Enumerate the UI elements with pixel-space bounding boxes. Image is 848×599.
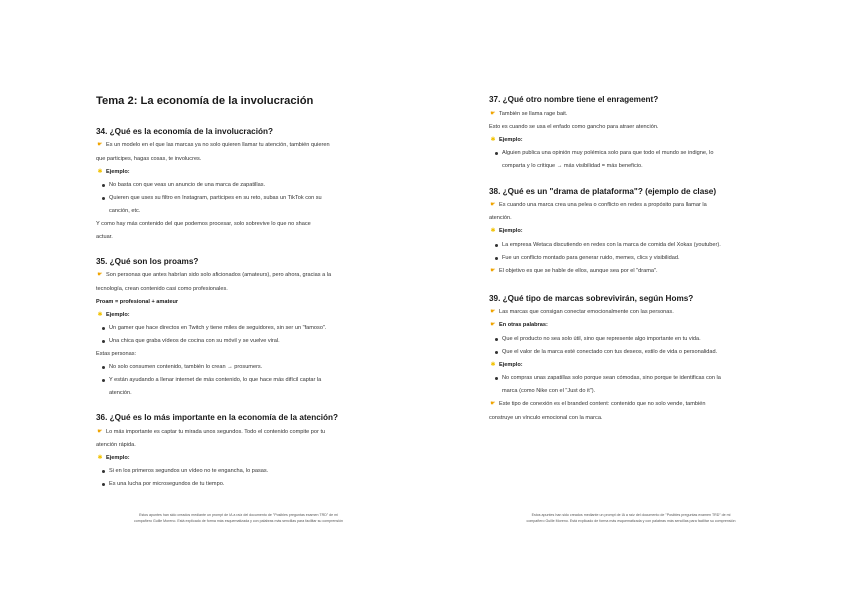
pointing-hand-icon: ☛ [97, 429, 103, 435]
lightbulb-icon: ✱ [490, 137, 496, 143]
list-item-continuation: canción, etc. [109, 208, 141, 214]
example-label: ✱ Ejemplo: [96, 310, 381, 321]
list-item: No basta con que veas un anuncio de una marca de zapatillas. [109, 180, 381, 191]
list-item: No compras unas zapatillas solo porque sean cómodas, sino porque te identificas con la [502, 373, 773, 384]
lightbulb-icon: ✱ [97, 169, 103, 175]
list-item: Alguien publica una opinión muy polémica solo para que todo el mundo se indigne, lo [502, 148, 773, 159]
page-title: Tema 2: La economía de la involucración [96, 95, 314, 107]
pointing-hand-icon: ☛ [490, 111, 496, 117]
formula: Proam = profesional + amateur [96, 299, 179, 305]
list-item: Que el producto no sea solo útil, sino que represente algo importante en tu vida. [502, 334, 773, 345]
list-item-continuation: comparta y lo critique → más visibilidad = más beneficio. [502, 163, 643, 169]
paragraph: Esto es cuando se usa el enfado como gancho para atraer atención. [489, 124, 659, 130]
list-item: Un gamer que hace directos en Twitch y tiene miles de seguidores, sin ser un "famoso". [109, 323, 381, 334]
lightbulb-icon: ✱ [490, 228, 496, 234]
footer-note: Estos apuntes han sido creados mediante un prompt de IA a raíz del documento de "Posibles preguntas examen TRD" de mi compañero Guille Moreno. Está explicado de forma más esquematizada y con palabras más sencillas para facilitar su comprensión [134, 513, 343, 523]
question-38-heading: 38. ¿Qué es un "drama de plataforma"? (ejemplo de clase) [489, 187, 717, 196]
list-item: Fue un conflicto montado para generar ruido, memes, clics y visibilidad. [502, 253, 773, 264]
pointing-hand-icon: ☛ [97, 142, 103, 148]
question-36-heading: 36. ¿Qué es lo más importante en la economía de la atención? [96, 413, 339, 422]
lightbulb-icon: ✱ [97, 312, 103, 318]
list-item: Si en los primeros segundos un vídeo no te engancha, lo pasas. [109, 466, 381, 477]
pointing-hand-icon: ☛ [490, 202, 496, 208]
example-label: ✱ Ejemplo: [96, 167, 381, 178]
paragraph: ☛ Lo más importante es captar tu mirada unos segundos. Todo el contenido compite por tu [96, 427, 381, 438]
list-item: Quieren que uses su filtro en Instagram, participes en su reto, subas un TikTok con su [109, 193, 381, 204]
list-item: La empresa Wetaca discutiendo en redes con la marca de comida del Xokas (youtuber). [502, 240, 773, 251]
list-item-continuation: marca (como Nike con el "Just do it"). [502, 388, 596, 394]
example-label: ✱ Ejemplo: [489, 135, 773, 146]
paragraph: que participes, hagas cosas, te involucres. [96, 156, 202, 162]
pointing-hand-icon: ☛ [97, 272, 103, 278]
paragraph: ☛ El objetivo es que se hable de ellos, aunque sea por el "drama". [489, 266, 773, 277]
paragraph: Y como hay más contenido del que podemos procesar, solo sobrevive lo que no shace [96, 221, 311, 227]
list-item-continuation: atención. [109, 390, 132, 396]
paragraph: atención rápida. [96, 442, 136, 448]
paragraph: ☛ Son personas que antes habrían sido solo aficionados (amateurs), pero ahora, gracias a la [96, 270, 381, 281]
list-item: Que el valor de la marca esté conectado con tus deseos, estilo de vida o personalidad. [502, 347, 773, 358]
example-label: ✱ Ejemplo: [489, 360, 773, 371]
footer-note: Estos apuntes han sido creados mediante un prompt de IA a raíz del documento de "Posibles preguntas examen TRD" de mi compañero Guille Moreno. Está explicado de forma más esquematizada y con palabras más sencillas para facilitar su comprensión [526, 513, 736, 523]
list-item: Es una lucha por microsegundos de tu tiempo. [109, 479, 381, 490]
paragraph: ☛ Es un modelo en el que las marcas ya no solo quieren llamar tu atención, también quieren [96, 140, 381, 151]
list-item: Una chica que graba vídeos de cocina con su móvil y se vuelve viral. [109, 336, 381, 347]
paragraph: ☛ Las marcas que consigan conectar emocionalmente con las personas. [489, 307, 773, 318]
lightbulb-icon: ✱ [97, 455, 103, 461]
other-words-label: ☛ En otras palabras: [489, 320, 773, 331]
paragraph: construye un vínculo emocional con la marca. [489, 415, 603, 421]
example-label: ✱ Ejemplo: [489, 226, 773, 237]
question-37-heading: 37. ¿Qué otro nombre tiene el enragement? [489, 95, 659, 104]
example-label: ✱ Ejemplo: [96, 453, 381, 464]
pointing-hand-icon: ☛ [490, 322, 496, 328]
list-item: No solo consumen contenido, también lo crean → prosumers. [109, 362, 381, 373]
question-34-heading: 34. ¿Qué es la economía de la involucración? [96, 127, 273, 136]
paragraph: ☛ Es cuando una marca crea una pelea o conflicto en redes a propósito para llamar la [489, 200, 773, 211]
paragraph: ☛ También se llama rage bait. [489, 109, 773, 120]
paragraph: atención. [489, 215, 512, 221]
lightbulb-icon: ✱ [490, 362, 496, 368]
pointing-hand-icon: ☛ [490, 401, 496, 407]
paragraph: Estas personas: [96, 351, 137, 357]
paragraph: tecnología, crean contenido casi como profesionales. [96, 286, 228, 292]
paragraph: actuar. [96, 234, 113, 240]
pointing-hand-icon: ☛ [490, 309, 496, 315]
paragraph: ☛ Este tipo de conexión es el branded content: contenido que no solo vende, también [489, 399, 773, 410]
pointing-hand-icon: ☛ [490, 268, 496, 274]
question-39-heading: 39. ¿Qué tipo de marcas sobrevivirán, según Homs? [489, 294, 694, 303]
question-35-heading: 35. ¿Qué son los proams? [96, 257, 199, 266]
list-item: Y están ayudando a llenar internet de más contenido, lo que hace más difícil captar la [109, 375, 381, 386]
